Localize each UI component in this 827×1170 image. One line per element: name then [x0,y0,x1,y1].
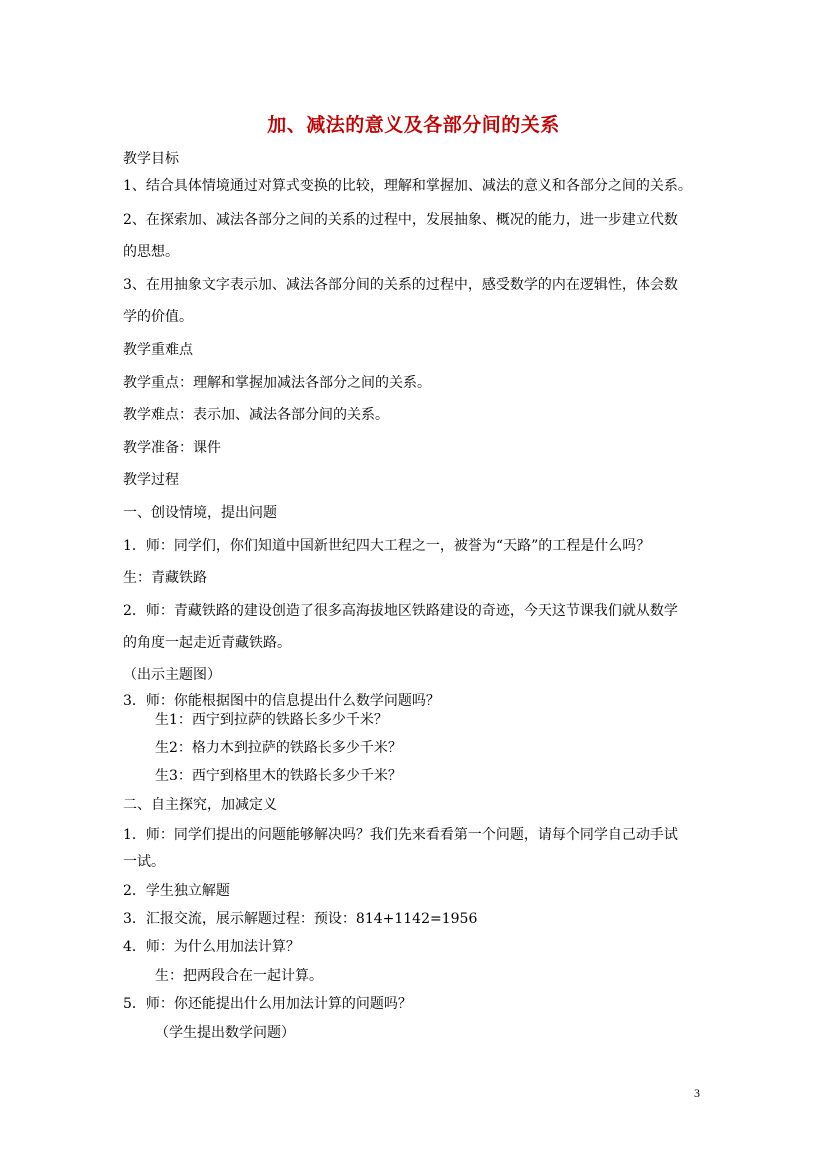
paragraph-line: 3、在用抽象文字表示加、减法各部分间的关系的过程中，感受数学的内在逻辑性，体会数 [123,277,678,293]
paragraph-line: 生2：格力木到拉萨的铁路长多少千米？ [155,740,402,756]
paragraph-line: 的思想。 [123,244,179,260]
document-title: 加、减法的意义及各部分间的关系 [267,114,560,136]
subsection-heading: 二、自主探究，加减定义 [123,797,277,813]
paragraph-line: 教学准备：课件 [123,440,221,456]
paragraph-line: 2．师：青藏铁路的建设创造了很多高海拔地区铁路建设的奇迹，今天这节课我们就从数学 [123,603,678,619]
paragraph-line: 生3：西宁到格里木的铁路长多少千米？ [155,768,402,784]
paragraph-line: （学生提出数学问题） [155,1025,295,1041]
paragraph-line: 2、在探索加、减法各部分之间的关系的过程中，发展抽象、概况的能力，进一步建立代数 [123,212,678,228]
section-heading-key-points: 教学重难点 [123,342,193,358]
paragraph-line: 生1：西宁到拉萨的铁路长多少千米？ [155,712,388,728]
paragraph-line: 教学难点：表示加、减法各部分间的关系。 [123,407,389,423]
paragraph-line: 教学重点：理解和掌握加减法各部分之间的关系。 [123,375,431,391]
paragraph-line: 4．师：为什么用加法计算？ [123,939,300,955]
page-number: 3 [694,1086,700,1100]
paragraph-line: 1．师：同学们，你们知道中国新世纪四大工程之一，被誉为“天路”的工程是什么吗？ [123,538,651,554]
paragraph-line: 生：青藏铁路 [123,570,207,586]
paragraph-line: 3．师：你能根据图中的信息提出什么数学问题吗？ [123,693,440,709]
subsection-heading: 一、创设情境，提出问题 [123,505,277,521]
paragraph-line: 生：把两段合在一起计算。 [155,968,323,984]
paragraph-line: （出示主题图） [123,667,221,683]
paragraph-line: 5．师：你还能提出什么用加法计算的问题吗？ [123,996,412,1012]
paragraph-line: 1、结合具体情境通过对算式变换的比较，理解和掌握加、减法的意义和各部分之间的关系。 [123,178,692,194]
section-heading-process: 教学过程 [123,472,179,488]
paragraph-line: 一试。 [123,854,165,870]
paragraph-line: 3．汇报交流，展示解题过程：预设：814+1142=1956 [123,911,478,927]
paragraph-line: 学的价值。 [123,309,193,325]
paragraph-line: 1．师：同学们提出的问题能够解决吗？我们先来看看第一个问题，请每个同学自己动手试 [123,827,678,843]
section-heading-objectives: 教学目标 [123,151,179,167]
paragraph-line: 2．学生独立解题 [123,883,230,899]
paragraph-line: 的角度一起走近青藏铁路。 [123,635,291,651]
